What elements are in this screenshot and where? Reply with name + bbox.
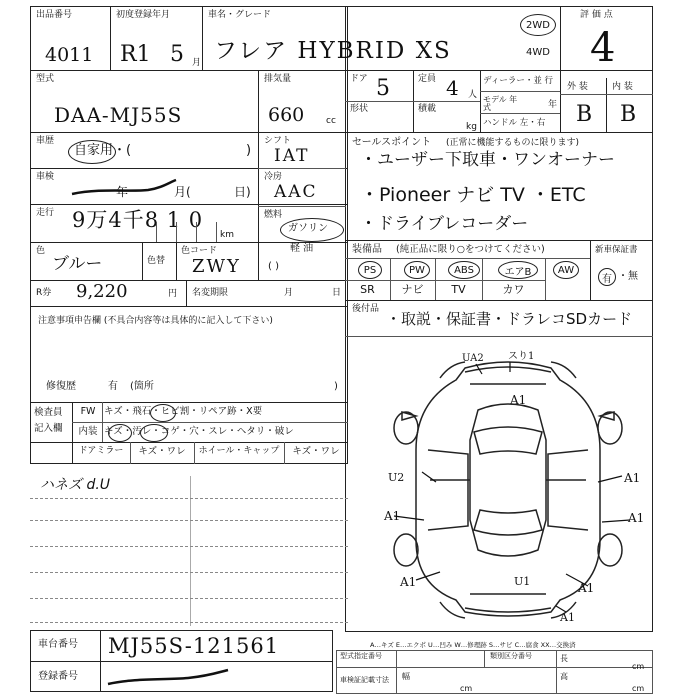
divider <box>30 520 348 521</box>
car-name-label: 車名・グレード <box>208 10 272 20</box>
repair-place: (箇所 <box>130 381 154 392</box>
model-value: DAA-MJ55S <box>54 103 183 127</box>
divider <box>396 650 397 667</box>
history-label: 車歴 <box>36 136 55 146</box>
class-spec-label: 類別区分番号 <box>490 652 532 660</box>
name-change-day: 日 <box>332 288 342 298</box>
color-label: 色 <box>36 246 46 256</box>
doors-label: ドア <box>350 74 368 84</box>
fw-tag: FW <box>80 406 96 417</box>
divider <box>345 240 653 241</box>
mark-a1-top: A1 <box>510 393 527 407</box>
divider <box>202 6 203 70</box>
divider <box>30 204 348 205</box>
displacement-unit: cc <box>326 116 336 126</box>
color-value: ブルー <box>52 254 103 274</box>
divider <box>258 206 346 207</box>
exterior-grade: B <box>576 102 593 127</box>
divider <box>606 78 607 132</box>
equip-navi: ナビ <box>401 283 424 296</box>
divider <box>336 667 653 668</box>
fuel-label: 燃料 <box>264 210 283 220</box>
repair-label: 修復歴 <box>46 381 76 392</box>
mark-u1: U1 <box>514 575 531 588</box>
model-year-label: モデル 年式 <box>483 95 518 112</box>
month-unit: 月 <box>192 58 202 68</box>
wheel-text: キズ・ワレ <box>292 446 340 457</box>
divider <box>30 132 653 133</box>
equip-tv: TV <box>451 283 466 296</box>
divider <box>110 6 111 70</box>
size-spec-label: 車検証記載寸法 <box>340 676 389 684</box>
length-label: 長 <box>560 654 568 663</box>
fuel-paren: ( ) <box>268 261 279 272</box>
mark-suri1: スり1 <box>508 351 535 362</box>
interior-label: 内 装 <box>612 82 633 92</box>
handwritten-note: ハネズ d.U <box>40 477 111 493</box>
interior-tag: 内装 <box>78 426 98 437</box>
height-unit: cm <box>632 684 645 693</box>
divider <box>480 70 481 132</box>
sales-line-3: ・ドライブレコーダー <box>360 214 529 234</box>
wheel-label: ホイール・キャップ <box>198 446 280 456</box>
sales-line-1: ・ユーザー下取車・ワンオーナー <box>360 150 615 170</box>
lot-label: 出品番号 <box>36 10 73 20</box>
shift-label: シフト <box>264 136 292 146</box>
doors-value: 5 <box>376 76 390 101</box>
load-label: 積載 <box>418 104 437 114</box>
car-name-value: フレア HYBRID XS <box>214 38 452 64</box>
divider <box>345 101 480 102</box>
divider <box>30 306 348 307</box>
interior-grade: B <box>620 102 637 127</box>
mark-a1-lower-left: A1 <box>400 575 417 589</box>
equip-airbag: エアB <box>498 261 538 279</box>
sales-note: (正常に機能するものに限ります) <box>446 138 580 148</box>
equip-pw: PW <box>404 261 430 279</box>
divider <box>142 242 143 280</box>
registration-label: 登録番号 <box>38 671 78 682</box>
color-code-value: ZWY <box>192 256 241 277</box>
registration-strike-mark <box>104 666 234 692</box>
divider <box>30 546 348 547</box>
type-spec-label: 型式指定番号 <box>340 652 382 660</box>
seats-value: 4 <box>446 76 459 100</box>
equip-ps: PS <box>358 261 382 279</box>
warranty-label: 新車保証書 <box>595 245 638 255</box>
width-label: 幅 <box>402 672 410 681</box>
notes-label: 注意事項申告欄 (不具合内容等は具体的に記入して下さい) <box>38 316 273 326</box>
divider <box>186 280 187 306</box>
first-reg-label: 初度登録年月 <box>116 10 171 20</box>
divider <box>396 667 397 694</box>
mirror-text: キズ・ワレ <box>138 446 186 457</box>
repair-has: 有 <box>108 381 118 392</box>
width-unit: cm <box>460 684 473 693</box>
recycle-label: R券 <box>36 288 52 298</box>
shape-label: 形状 <box>350 104 369 114</box>
drive-2wd-circled: 2WD <box>520 14 556 36</box>
divider <box>560 94 653 95</box>
equipment-note: (純正品に限り○をつけてください) <box>396 244 545 255</box>
divider <box>345 300 653 301</box>
length-unit: cm <box>632 662 645 671</box>
warranty-yes: 有 <box>598 268 616 286</box>
name-change-label: 名変期限 <box>192 288 229 298</box>
model-label: 型式 <box>36 74 55 84</box>
warranty-no: ・無 <box>618 271 638 282</box>
shift-value: IAT <box>274 146 310 166</box>
stain-circle <box>140 424 168 442</box>
fw-text: キズ・飛石・ヒビ割・リペア跡・X要 <box>104 406 263 417</box>
height-label: 高 <box>560 672 568 681</box>
divider <box>30 661 333 662</box>
divider <box>176 222 177 242</box>
first-reg-era: R1 <box>120 42 151 67</box>
inspection-year: 年 <box>116 185 129 199</box>
first-reg-month: 5 <box>170 42 184 67</box>
divider <box>30 402 348 403</box>
load-unit: kg <box>466 122 477 132</box>
score-value: 4 <box>590 25 616 71</box>
mark-a1-rear: A1 <box>560 611 575 624</box>
divider <box>560 6 561 70</box>
inspection-month: 月( <box>174 185 191 199</box>
divider <box>560 70 561 132</box>
divider <box>30 572 348 573</box>
mark-a1-right-upper: A1 <box>624 471 641 485</box>
lot-value: 4011 <box>45 44 94 66</box>
inspector-label-2: 記入欄 <box>34 423 63 434</box>
repair-close: ) <box>334 381 338 392</box>
mirror-label: ドアミラー <box>78 446 124 456</box>
stone-chip-circle <box>150 404 176 422</box>
seats-unit: 人 <box>468 90 478 100</box>
history-value: 自家用・( <box>74 143 132 158</box>
inspection-label: 車検 <box>36 172 55 182</box>
displacement-label: 排気量 <box>264 74 292 84</box>
mark-ua2: UA2 <box>462 353 484 364</box>
divider <box>30 598 348 599</box>
accessories-value: ・取説・保証書・ドラレコSDカード <box>386 310 633 328</box>
inspector-label-1: 検査員 <box>34 407 63 418</box>
divider <box>30 442 348 443</box>
ac-label: 冷房 <box>264 172 283 182</box>
exterior-label: 外 装 <box>567 82 588 92</box>
divider <box>556 650 557 694</box>
inspection-day: 日) <box>234 185 251 199</box>
divider <box>345 336 653 337</box>
divider <box>480 91 560 92</box>
color-change-label: 色替 <box>147 256 166 266</box>
drive-4wd: 4WD <box>526 47 550 58</box>
sales-label: セールスポイント <box>352 137 432 148</box>
chassis-label: 車台番号 <box>38 639 78 650</box>
interior-text: キズ・汚レ・コゲ・穴・スレ・ヘタリ・破レ <box>104 426 294 437</box>
recycle-unit: 円 <box>168 289 178 299</box>
damage-legend: A…キズ E…エクボ U…凹み W…修理跡 S…サビ C…腐食 XX…交換済 <box>370 641 576 649</box>
recycle-value: 9,220 <box>76 281 128 302</box>
divider <box>545 258 546 300</box>
divider <box>480 113 560 114</box>
equipment-label: 装備品 <box>352 244 382 255</box>
equip-aw: AW <box>553 261 579 279</box>
mileage-value: 9万4千8 1 0 <box>72 208 204 232</box>
mark-a1-left: A1 <box>384 509 401 523</box>
divider <box>216 222 217 242</box>
fuel-diesel: 軽 油 <box>290 243 314 254</box>
divider <box>258 70 259 132</box>
accessories-label: 後付品 <box>352 304 380 314</box>
divider <box>156 222 157 242</box>
divider <box>30 622 348 623</box>
inspection-strike-mark <box>70 178 180 200</box>
divider <box>176 242 177 280</box>
equip-leather: カワ <box>502 283 525 296</box>
color-code-label: 色コード <box>181 246 218 256</box>
divider <box>345 280 545 281</box>
divider <box>258 168 346 169</box>
year-unit: 年 <box>548 100 558 110</box>
divider <box>484 650 485 667</box>
fuel-gasoline: ガソリン <box>288 223 328 234</box>
ac-value: AAC <box>274 182 318 202</box>
divider <box>590 240 591 300</box>
name-change-month: 月 <box>284 288 294 298</box>
chassis-value: MJ55S-121561 <box>108 634 280 658</box>
divider <box>345 258 590 259</box>
divider <box>100 630 101 692</box>
equip-abs: ABS <box>448 261 480 279</box>
dealer-label: ディーラー・並 行 <box>483 76 554 86</box>
mark-a1-lower-right: A1 <box>578 581 595 595</box>
mark-u2: U2 <box>388 471 405 484</box>
history-close: ) <box>246 143 252 158</box>
divider <box>196 222 197 242</box>
displacement-value: 660 <box>268 104 305 126</box>
score-label: 評 価 点 <box>580 10 613 20</box>
scratch-circle <box>108 424 132 442</box>
equip-sr: SR <box>360 283 375 296</box>
divider <box>30 498 348 499</box>
mark-a1-right-lower: A1 <box>628 511 645 525</box>
handle-label: ハンドル 左・右 <box>483 118 546 128</box>
sales-line-2: ・Pioneer ナビ TV ・ETC <box>360 184 586 206</box>
mileage-unit: km <box>220 230 234 240</box>
divider <box>72 422 348 423</box>
mileage-label: 走行 <box>36 208 55 218</box>
seats-label: 定員 <box>418 74 437 84</box>
